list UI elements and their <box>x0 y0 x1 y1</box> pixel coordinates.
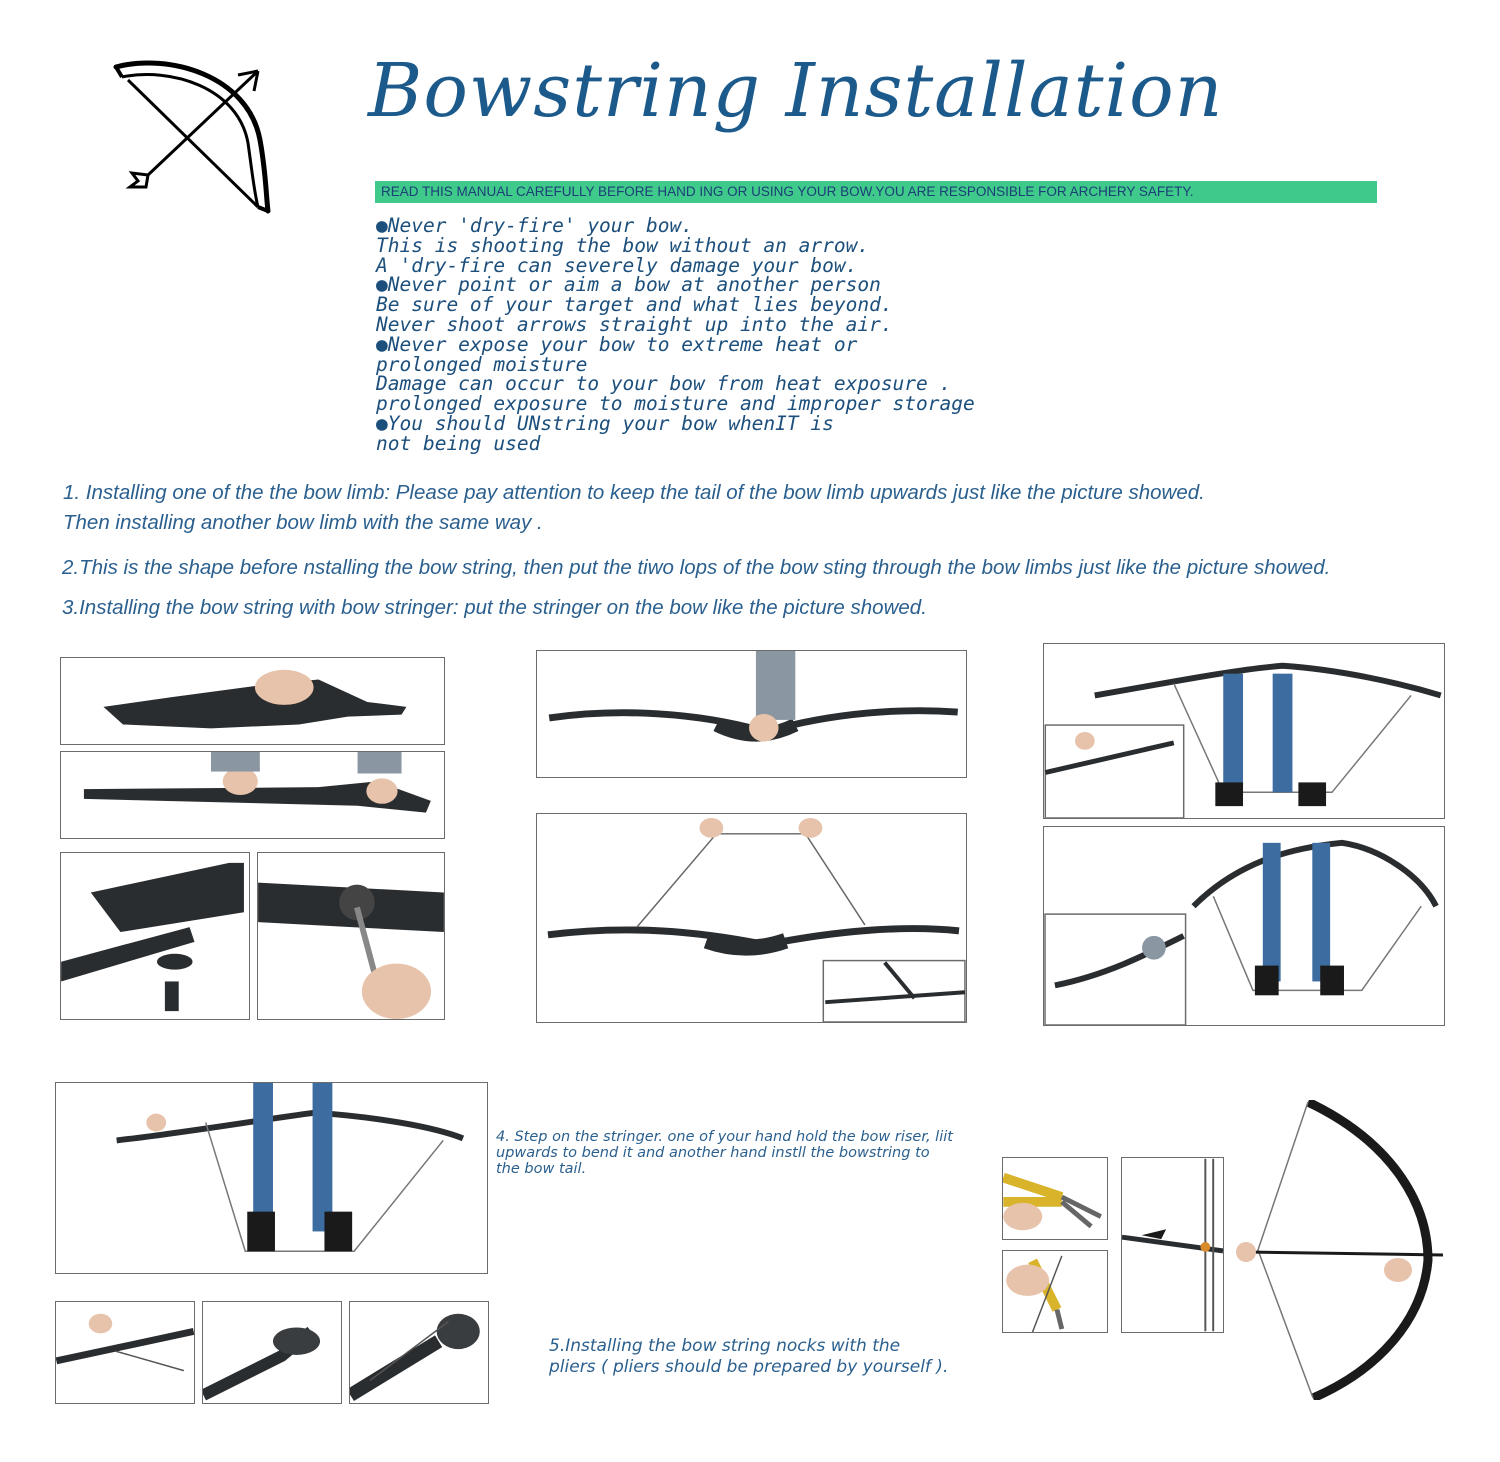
safety-line: Never shoot arrows straight up into the air. <box>376 312 893 336</box>
step-2-text: 2.This is the shape before nstalling the bow string, then put the tiwo lops of the bow sting through the bow limbs just like the picture showed. <box>62 556 1331 579</box>
photo-step-on-stringer <box>55 1082 488 1274</box>
page-title: Bowstring Installation <box>368 48 1224 134</box>
safety-line: ●Never 'dry-fire' your bow. <box>376 214 693 237</box>
step-1-line: Then installing another bow limb with the same way . <box>63 511 543 534</box>
bow-and-arrow-icon <box>108 55 278 220</box>
safety-line: prolonged moisture <box>376 352 588 376</box>
step-1-line: 1. Installing one of the the bow limb: Please pay attention to keep the tail of the bow limb upwards just like the picture showed. <box>63 481 1205 504</box>
photo-pliers-2 <box>1002 1250 1108 1333</box>
step-5-line: 5.Installing the bow string nocks with the <box>549 1336 901 1356</box>
safety-line: prolonged exposure to moisture and improper storage <box>376 392 975 416</box>
step-5-line: pliers ( pliers should be prepared by yourself ). <box>549 1357 949 1377</box>
photo-limb-screwdriver <box>257 852 445 1020</box>
safety-instructions <box>376 216 1016 454</box>
photo-string-tail-1 <box>55 1301 195 1404</box>
warning-banner: READ THIS MANUAL CAREFULLY BEFORE HAND ING OR USING YOUR BOW.YOU ARE RESPONSIBLE FOR ARCHERY SAFETY. <box>375 181 1377 203</box>
step-5-text <box>549 1336 1019 1378</box>
photo-limb-hold <box>60 657 445 745</box>
photo-string-tail-3 <box>349 1301 489 1404</box>
safety-line: not being used <box>376 431 541 455</box>
safety-line: ●Never expose your bow to extreme heat or <box>376 332 858 356</box>
safety-line: Be sure of your target and what lies beyond. <box>376 293 893 317</box>
photo-bow-unstrung <box>536 650 967 778</box>
photo-limb-attach <box>60 751 445 839</box>
photo-bow-string-loops <box>536 813 967 1023</box>
photo-stringer-setup <box>1043 643 1445 819</box>
photo-stringer-bend <box>1043 826 1445 1026</box>
photo-limb-bolt <box>60 852 250 1020</box>
photo-pliers-1 <box>1002 1157 1108 1240</box>
safety-line: This is shooting the bow without an arrow. <box>376 233 870 257</box>
safety-line: ●You should UNstring your bow whenIT is <box>376 411 834 435</box>
photo-full-draw <box>1228 1100 1443 1400</box>
step-1-text <box>63 478 1205 538</box>
photo-nock-arrow <box>1121 1157 1224 1333</box>
photo-string-tail-2 <box>202 1301 342 1404</box>
safety-line: A 'dry-fire can severely damage your bow. <box>376 253 858 277</box>
safety-line: Damage can occur to your bow from heat exposure . <box>376 372 952 396</box>
step-3-text: 3.Installing the bow string with bow stringer: put the stringer on the bow like the picture showed. <box>62 596 927 619</box>
safety-line: ●Never point or aim a bow at another person <box>376 273 881 297</box>
step-4-text: 4. Step on the stringer. one of your hand hold the bow riser, liit upwards to bend it and another hand instll the bowstring to the bow tail. <box>496 1129 953 1177</box>
